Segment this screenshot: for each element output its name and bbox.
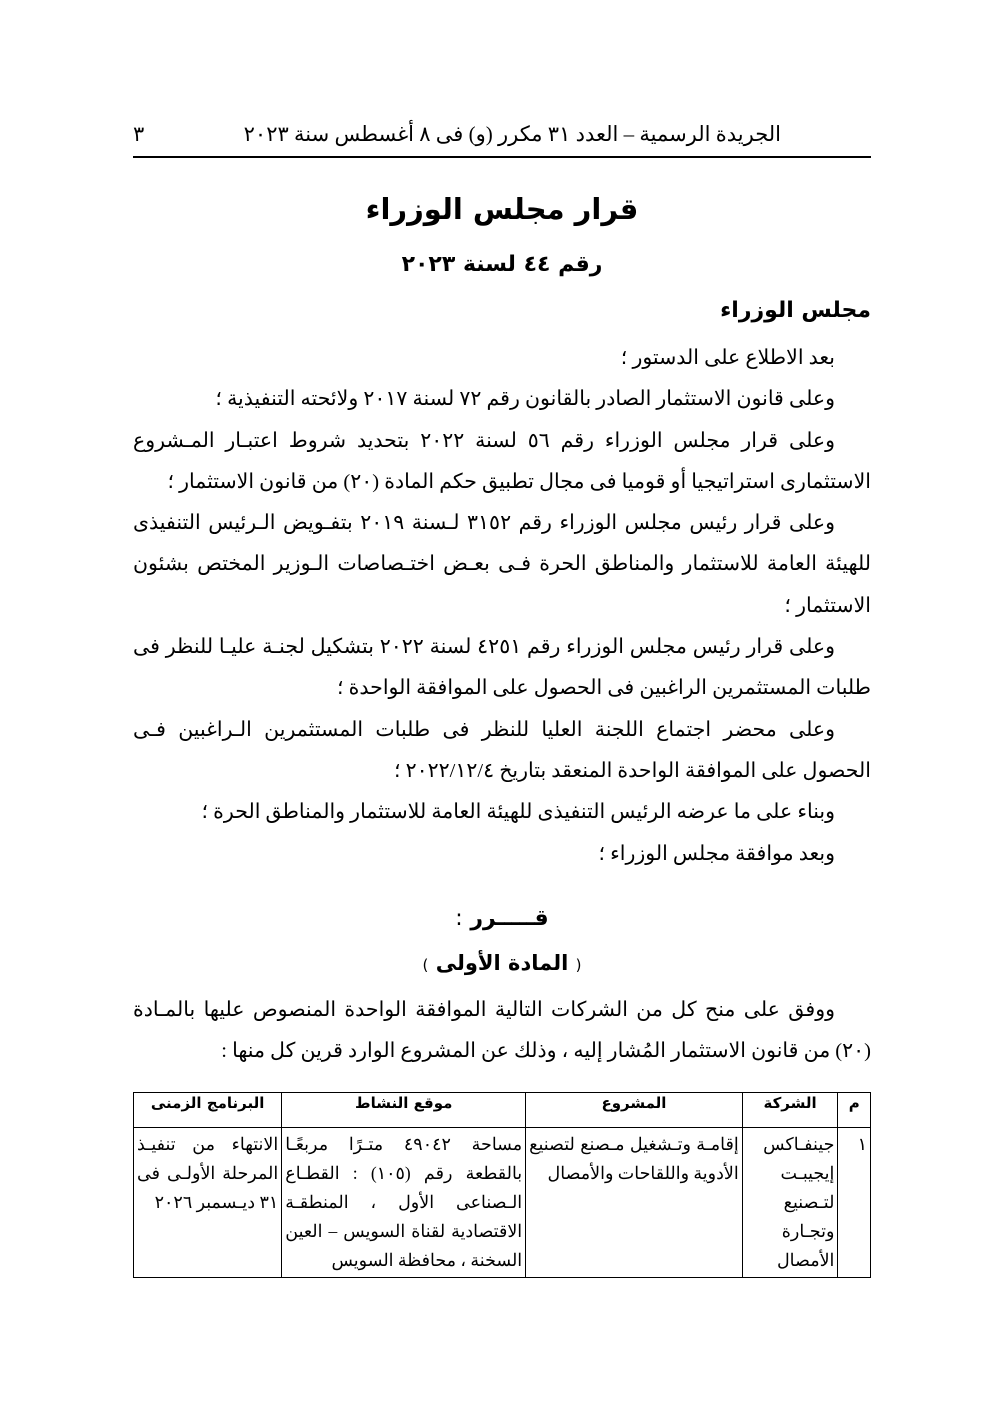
col-header-project: المشروع xyxy=(526,1093,743,1128)
preamble-paragraph: وبناء على ما عرضه الرئيس التنفيذى للهيئة العامة للاستثمار والمناطق الحرة ؛ xyxy=(201,801,835,824)
cell-timeline: الانتهاء من تنفيـذ المرحلة الأولـى فى ٣١ ديـسمبر ٢٠٢٦ xyxy=(134,1128,282,1278)
article-title: المادة الأولى xyxy=(435,951,569,975)
companies-table xyxy=(133,1092,871,1278)
decree-title: قرار مجلس الوزراء xyxy=(365,192,639,226)
article-body xyxy=(133,990,871,1072)
preamble-paragraph: وعلى قرار مجلس الوزراء رقم ٥٦ لسنة ٢٠٢٢ بتحديد شروط اعتبـار المـشروع الاستثمارى استراتيجيا أو قوميا فى مجال تطبيق حكم المادة (٢٠) من قانون الاستثمار ؛ xyxy=(133,429,871,493)
col-header-number: م xyxy=(838,1093,871,1128)
preamble-paragraph: وعلى قرار رئيس مجلس الوزراء رقم ٣١٥٢ لـسنة ٢٠١٩ بتفـويض الـرئيس التنفيذى للهيئة العامة للاستثمار والمناطق الحرة فـى بعـض اختـصاصات الـوزير المختص بشئون الاستثمار ؛ xyxy=(133,512,871,617)
table-header-row xyxy=(134,1093,871,1128)
preamble-paragraph: وبعد موافقة مجلس الوزراء ؛ xyxy=(598,842,835,865)
page-number: ٣ xyxy=(133,122,145,146)
decree-label: قـــــرر xyxy=(470,906,549,931)
col-header-timeline: البرنامج الزمنى xyxy=(134,1093,282,1128)
article-heading xyxy=(133,951,871,975)
col-header-company: الشركة xyxy=(742,1093,838,1128)
article-paren-open: ( xyxy=(575,956,582,974)
preamble-paragraph: وعلى قانون الاستثمار الصادر بالقانون رقم ٧٢ لسنة ٢٠١٧ ولائحته التنفيذية ؛ xyxy=(215,388,835,411)
decree-heading xyxy=(133,906,871,931)
preamble-paragraph: وعلى محضر اجتماع اللجنة العليا للنظر فى طلبات المستثمرين الـراغبين فـى الحصول على الموافقة الواحدة المنعقد بتاريخ ٢٠٢٢/١٢/٤ ؛ xyxy=(133,718,871,782)
decree-colon: : xyxy=(455,906,463,931)
page-header xyxy=(133,112,871,158)
preamble-paragraph: وعلى قرار رئيس مجلس الوزراء رقم ٤٢٥١ لسنة ٢٠٢٢ بتشكيل لجنـة عليـا للنظر فى طلبات المستثمرين الراغبين فى الحصول على الموافقة الواحدة ؛ xyxy=(133,636,871,700)
table-row xyxy=(134,1128,871,1278)
decree-number: رقم ٤٤ لسنة ٢٠٢٣ xyxy=(401,252,603,277)
col-header-site: موقع النشاط xyxy=(282,1093,526,1128)
cell-project: إقامـة وتـشغيل مـصنع لتصنيع الأدوية واللقاحات والأمصال xyxy=(526,1128,743,1278)
article-paragraph: ووفق على منح كل من الشركات التالية الموافقة الواحدة المنصوص عليها بالمـادة (٢٠) من قانون الاستثمار المُشار إليه ، وذلك عن المشروع الوارد قرين كل منها : xyxy=(133,999,871,1062)
preamble xyxy=(133,338,871,875)
council-heading: مجلس الوزراء xyxy=(720,298,871,323)
article-paren-close: ) xyxy=(422,956,429,974)
header-text: الجريدة الرسمية – العدد ٣١ مكرر (و) فى ٨ أغسطس سنة ٢٠٢٣ xyxy=(243,122,781,146)
cell-company: جينفـاكس إيجيبـت لتـصنيع وتجـارة الأمصال xyxy=(742,1128,838,1278)
preamble-paragraph: بعد الاطلاع على الدستور ؛ xyxy=(620,347,835,369)
cell-site: مساحة ٤٩٠٤٢ متـرًا مربعًـا بالقطعة رقم (١٠٥) : القطـاع الـصناعى الأول ، المنطقـة الاقتصادية لقناة السويس – العين السخنة ، محافظة السويس xyxy=(282,1128,526,1278)
cell-number: ١ xyxy=(838,1128,871,1278)
